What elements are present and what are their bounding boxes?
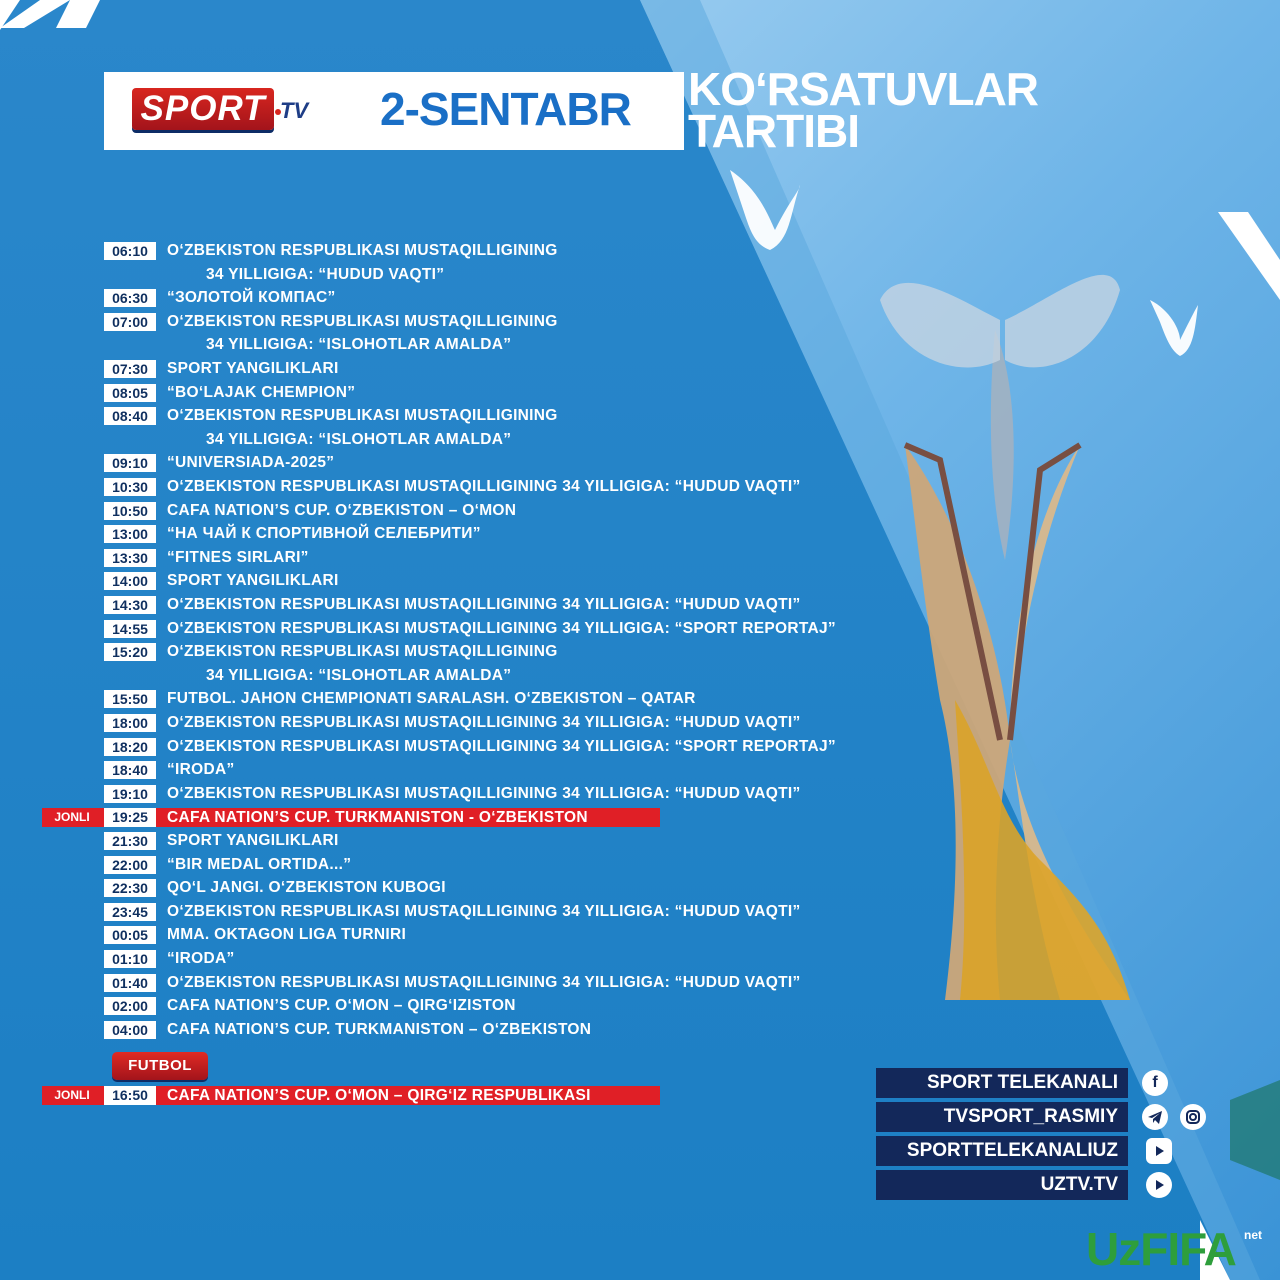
schedule-program: O‘ZBEKISTON RESPUBLIKASI MUSTAQILLIGINING 34 YILLIGIGA: “HUDUD VAQTI” (167, 596, 801, 613)
schedule-program: O‘ZBEKISTON RESPUBLIKASI MUSTAQILLIGINING 34 YILLIGIGA: “HUDUD VAQTI” (167, 785, 801, 802)
sport-tv-logo (132, 88, 332, 134)
schedule-time: 07:30 (104, 360, 156, 378)
schedule-time: 18:00 (104, 714, 156, 732)
schedule-time: 21:30 (104, 832, 156, 850)
social-uztv-label[interactable]: UZTV.TV (876, 1170, 1128, 1200)
schedule-time: 02:00 (104, 997, 156, 1015)
schedule-program: “BIR MEDAL ORTIDA...” (167, 856, 352, 873)
social-youtube-label[interactable]: SPORTTELEKANALIUZ (876, 1136, 1128, 1166)
futbol-logo: FUTBOL (112, 1052, 208, 1080)
schedule-program: “НА ЧАЙ К СПОРТИВНОЙ СЕЛЕБРИТИ” (167, 525, 481, 542)
schedule-program: QO‘L JANGI. O‘ZBEKISTON KUBOGI (167, 879, 446, 896)
schedule-program: “IRODA” (167, 950, 235, 967)
schedule-program-continued: 34 YILLIGIGA: “ISLOHOTLAR AMALDA” (206, 431, 512, 448)
schedule-program: “BO‘LAJAK CHEMPION” (167, 384, 356, 401)
facebook-icon[interactable]: f (1142, 1070, 1168, 1096)
schedule-program: “IRODA” (167, 761, 235, 778)
schedule-program: “ЗОЛОТОЙ КОМПАС” (167, 289, 336, 306)
futbol-time: 16:50 (104, 1086, 156, 1105)
instagram-icon[interactable] (1180, 1104, 1206, 1130)
schedule-time: 14:30 (104, 596, 156, 614)
schedule-program: O‘ZBEKISTON RESPUBLIKASI MUSTAQILLIGINING (167, 242, 558, 259)
page-title (688, 63, 1039, 157)
schedule-time: 19:25 (104, 808, 156, 827)
schedule-time: 18:20 (104, 738, 156, 756)
uzfifa-net-label: net (1244, 1228, 1262, 1242)
schedule-program: CAFA NATION’S CUP. TURKMANISTON - O‘ZBEKISTON (167, 809, 588, 826)
schedule-program: O‘ZBEKISTON RESPUBLIKASI MUSTAQILLIGINING 34 YILLIGIGA: “HUDUD VAQTI” (167, 974, 801, 991)
schedule-program: CAFA NATION’S CUP. O‘MON – QIRG‘IZISTON (167, 997, 516, 1014)
schedule-program: SPORT YANGILIKLARI (167, 572, 339, 589)
schedule-program: O‘ZBEKISTON RESPUBLIKASI MUSTAQILLIGINING (167, 643, 558, 660)
schedule-program: O‘ZBEKISTON RESPUBLIKASI MUSTAQILLIGINING 34 YILLIGIGA: “HUDUD VAQTI” (167, 478, 801, 495)
schedule-time: 06:10 (104, 242, 156, 260)
schedule-program: “UNIVERSIADA-2025” (167, 454, 335, 471)
schedule-time: 19:10 (104, 785, 156, 803)
schedule-program: O‘ZBEKISTON RESPUBLIKASI MUSTAQILLIGINING 34 YILLIGIGA: “HUDUD VAQTI” (167, 903, 801, 920)
schedule-time: 00:05 (104, 926, 156, 944)
schedule-time: 22:30 (104, 879, 156, 897)
schedule-program: O‘ZBEKISTON RESPUBLIKASI MUSTAQILLIGINING (167, 313, 558, 330)
schedule-time: 10:30 (104, 478, 156, 496)
futbol-program: CAFA NATION’S CUP. O‘MON – QIRG‘IZ RESPUBLIKASI (167, 1087, 591, 1104)
schedule-time: 22:00 (104, 856, 156, 874)
schedule-program: MMA. OKTAGON LIGA TURNIRI (167, 926, 407, 943)
schedule-time: 15:20 (104, 643, 156, 661)
social-telegram-label[interactable]: TVSPORT_RASMIY (876, 1102, 1128, 1132)
schedule-time: 18:40 (104, 761, 156, 779)
schedule-time: 01:40 (104, 974, 156, 992)
play-icon[interactable] (1146, 1172, 1172, 1198)
title-line-2: TARTIBI (688, 105, 860, 157)
schedule-program: O‘ZBEKISTON RESPUBLIKASI MUSTAQILLIGINING 34 YILLIGIGA: “SPORT REPORTAJ” (167, 738, 836, 755)
schedule-program: O‘ZBEKISTON RESPUBLIKASI MUSTAQILLIGINING (167, 407, 558, 424)
schedule-program-continued: 34 YILLIGIGA: “ISLOHOTLAR AMALDA” (206, 667, 512, 684)
schedule-time: 13:00 (104, 525, 156, 543)
youtube-icon[interactable] (1146, 1138, 1172, 1164)
title-line-1: KO‘RSATUVLAR (688, 63, 1039, 115)
social-facebook-label[interactable]: SPORT TELEKANALI (876, 1068, 1128, 1098)
uzfifa-watermark: UzFIFA (1086, 1223, 1236, 1275)
schedule-time: 14:55 (104, 620, 156, 638)
schedule-time: 10:50 (104, 502, 156, 520)
schedule-program: CAFA NATION’S CUP. TURKMANISTON – O‘ZBEKISTON (167, 1021, 592, 1038)
schedule-date: 2-SENTABR (380, 83, 631, 135)
schedule-program: “FITNES SIRLARI” (167, 549, 309, 566)
schedule-program: SPORT YANGILIKLARI (167, 360, 339, 377)
schedule-program: O‘ZBEKISTON RESPUBLIKASI MUSTAQILLIGINING 34 YILLIGIGA: “HUDUD VAQTI” (167, 714, 801, 731)
schedule-program-continued: 34 YILLIGIGA: “ISLOHOTLAR AMALDA” (206, 336, 512, 353)
schedule-time: 06:30 (104, 289, 156, 307)
schedule-time: 01:10 (104, 950, 156, 968)
live-label: JONLI (54, 810, 90, 824)
schedule-time: 09:10 (104, 454, 156, 472)
schedule-time: 15:50 (104, 690, 156, 708)
schedule-time: 08:40 (104, 407, 156, 425)
schedule-program: FUTBOL. JAHON CHEMPIONATI SARALASH. O‘ZBEKISTON – QATAR (167, 690, 696, 707)
schedule-program: SPORT YANGILIKLARI (167, 832, 339, 849)
schedule-time: 04:00 (104, 1021, 156, 1039)
schedule-program: CAFA NATION’S CUP. O‘ZBEKISTON – O‘MON (167, 502, 517, 519)
schedule-program: O‘ZBEKISTON RESPUBLIKASI MUSTAQILLIGINING 34 YILLIGIGA: “SPORT REPORTAJ” (167, 620, 836, 637)
schedule-time: 13:30 (104, 549, 156, 567)
logo-sport-text: SPORT (132, 88, 274, 130)
schedule-time: 23:45 (104, 903, 156, 921)
futbol-live-label: JONLI (54, 1088, 90, 1102)
schedule-time: 14:00 (104, 572, 156, 590)
telegram-icon[interactable] (1142, 1104, 1168, 1130)
logo-tv-text: TV (280, 98, 309, 123)
schedule-time: 07:00 (104, 313, 156, 331)
schedule-program-continued: 34 YILLIGIGA: “HUDUD VAQTI” (206, 266, 445, 283)
schedule-time: 08:05 (104, 384, 156, 402)
